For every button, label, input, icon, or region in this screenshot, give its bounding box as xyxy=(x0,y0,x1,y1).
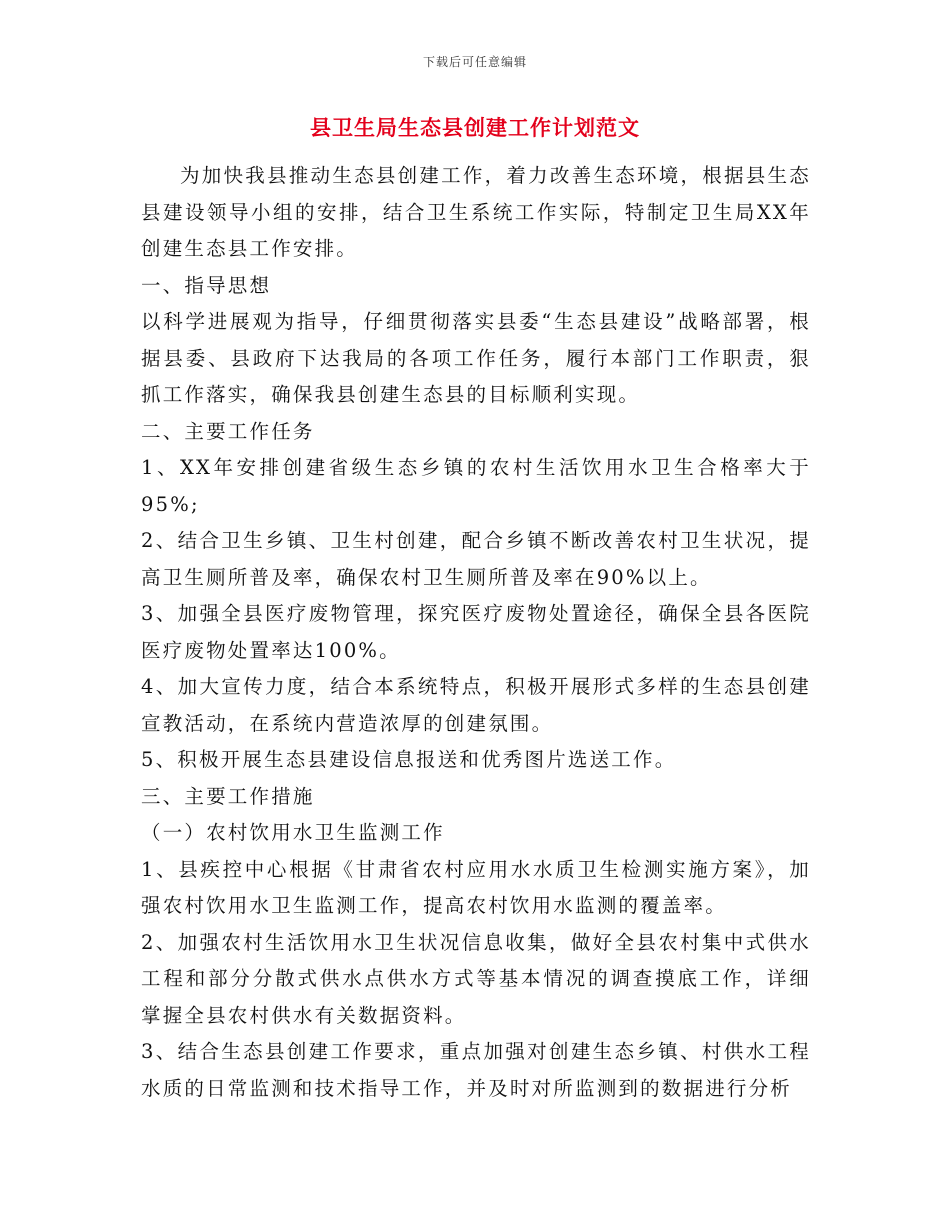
document-body xyxy=(141,158,811,1107)
section-heading-1: 一、指导思想 xyxy=(141,273,272,297)
section-heading-3: 三、主要工作措施 xyxy=(141,784,315,808)
document-title: 县卫生局生态县创建工作计划范文 xyxy=(310,116,640,140)
task-item-4: 4、加大宣传力度，结合本系统特点，积极开展形式多样的生态县创建宣教活动，在系统内营造浓厚的创建氛围。 xyxy=(141,675,811,735)
measure-item-2: 2、加强农村生活饮用水卫生状况信息收集，做好全县农村集中式供水工程和部分分散式供水点供水方式等基本情况的调查摸底工作，详细掌握全县农村供水有关数据资料。 xyxy=(141,930,811,1027)
task-item-2: 2、结合卫生乡镇、卫生村创建，配合乡镇不断改善农村卫生状况，提高卫生厕所普及率，确保农村卫生厕所普及率在90%以上。 xyxy=(141,529,811,589)
task-item-1: 1、XX年安排创建省级生态乡镇的农村生活饮用水卫生合格率大于95%; xyxy=(141,456,811,516)
measure-item-1: 1、县疾控中心根据《甘肃省农村应用水水质卫生检测实施方案》，加强农村饮用水卫生监测工作，提高农村饮用水监测的覆盖率。 xyxy=(141,857,811,917)
task-item-3: 3、加强全县医疗废物管理，探究医疗废物处置途径，确保全县各医院医疗废物处置率达100%。 xyxy=(141,602,811,662)
subsection-heading-1: （一）农村饮用水卫生监测工作 xyxy=(141,821,445,844)
paragraph-guiding-ideology: 以科学进展观为指导，仔细贯彻落实县委“生态县建设”战略部署，根据县委、县政府下达我局的各项工作任务，履行本部门工作职责，狠抓工作落实，确保我县创建生态县的目标顺利实现。 xyxy=(141,310,811,406)
header-note: 下载后可任意编辑 xyxy=(422,55,527,69)
task-item-5: 5、积极开展生态县建设信息报送和优秀图片选送工作。 xyxy=(141,748,677,771)
section-heading-2: 二、主要工作任务 xyxy=(141,419,315,443)
measure-item-3: 3、结合生态县创建工作要求，重点加强对创建生态乡镇、村供水工程水质的日常监测和技术指导工作，并及时对所监测到的数据进行分析 xyxy=(141,1040,811,1100)
paragraph-intro: 为加快我县推动生态县创建工作，着力改善生态环境，根据县生态县建设领导小组的安排，结合卫生系统工作实际，特制定卫生局XX年创建生态县工作安排。 xyxy=(141,164,811,260)
